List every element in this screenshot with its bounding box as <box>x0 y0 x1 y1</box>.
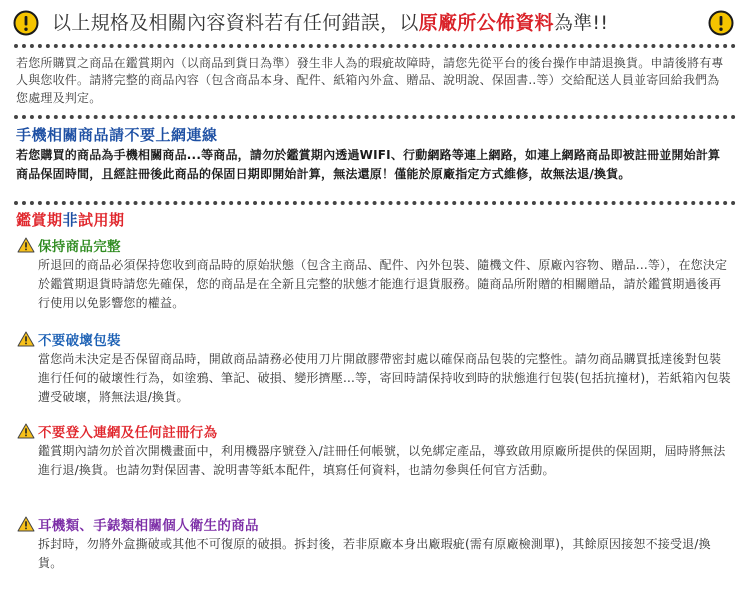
item-body: 當您尚未決定是否保留商品時，開啟商品請務必使用刀片開啟膠帶密封處以確保商品包裝的完整性。請勿商品購買抵達後對包裝進行任何的破壞性行為，如塗鴉、筆記、破損、變形擠壓...等，寄回時請保持收到時的狀態進行包裝(包括抗撞材)，若紙箱內包裝遭受破壞，將無法退/換貨。 <box>38 352 731 404</box>
warning-triangle-icon <box>17 516 35 532</box>
header-banner <box>0 0 750 44</box>
item-title: 保持商品完整 <box>38 239 121 255</box>
item-body: 拆封時，勿將外盒撕破或其他不可復原的破損。拆封後，若非原廠本身出廠瑕疵(需有原廠檢測單)，其餘原因接恕不接受退/換貨。 <box>38 537 711 570</box>
warning-triangle-icon <box>17 331 35 347</box>
phone-section-body: 若您購買的商品為手機相關商品...等商品，請勿於鑑賞期內透過WIFI、行動網路等連上網路，如連上網路商品即被註冊並開始計算商品保固時間，且經註冊後此商品的保固日期即開始計算，無法還原！僅能於原廠指定方式維修，故無法退/換貨。 <box>16 148 721 181</box>
exclamation-circle-icon <box>13 10 39 36</box>
exclamation-circle-icon <box>708 10 734 36</box>
list-item <box>17 421 732 480</box>
intro-paragraph: 若您所購買之商品在鑑賞期內（以商品到貨日為準）發生非人為的瑕疵故障時，請您先從平台的後台操作申請退換貨。申請後將有專人與您收件。請將完整的商品內容（包含商品本身、配件、紙箱內外盒、贈品、說明說、保固書..等）交給配送人員並寄回給我們為您處理及判定。 <box>16 56 724 105</box>
warning-triangle-icon <box>17 237 35 253</box>
item-title: 不要登入連網及任何註冊行為 <box>38 425 218 441</box>
item-title: 耳機類、手錶類相關個人衛生的商品 <box>38 518 259 534</box>
list-item <box>17 235 732 313</box>
trial-title-part2: 非 <box>62 211 79 229</box>
dotted-divider <box>14 201 736 205</box>
header-title-highlight: 原廠所公佈資料 <box>418 12 554 34</box>
header-title-prefix: 以上規格及相關內容資料若有任何錯誤，以 <box>52 12 419 34</box>
trial-title-part1: 鑑賞期 <box>16 211 63 229</box>
trial-title-part3: 試用期 <box>78 211 125 229</box>
warning-triangle-icon <box>17 423 35 439</box>
list-item <box>17 514 732 573</box>
item-body: 鑑賞期內請勿於首次開機畫面中，利用機器序號登入/註冊任何帳號，以免綁定產品，導致啟用原廠所提供的保固期，屆時將無法進行退/換貨。也請勿對保固書、說明書等紙本配件，填寫任何資料，也請勿參與任何官方活動。 <box>38 444 726 477</box>
dotted-divider <box>14 44 736 48</box>
header-title-suffix: 為準!! <box>553 12 609 34</box>
item-title: 不要破壞包裝 <box>38 333 121 349</box>
dotted-divider <box>14 115 736 119</box>
header-title <box>52 10 608 36</box>
trial-section-title <box>16 209 125 230</box>
item-body: 所退回的商品必須保持您收到商品時的原始狀態（包含主商品、配件、內外包裝、隨機文件、原廠內容物、贈品...等），在您決定於鑑賞期退貨時請您先確保，您的商品是在全新且完整的狀態才能進行退貨服務。隨商品所附贈的相關贈品，請於鑑賞期過後再行使用以免影響您的權益。 <box>38 258 728 310</box>
list-item <box>17 329 732 407</box>
phone-section-title: 手機相關商品請不要上網連線 <box>16 126 218 144</box>
